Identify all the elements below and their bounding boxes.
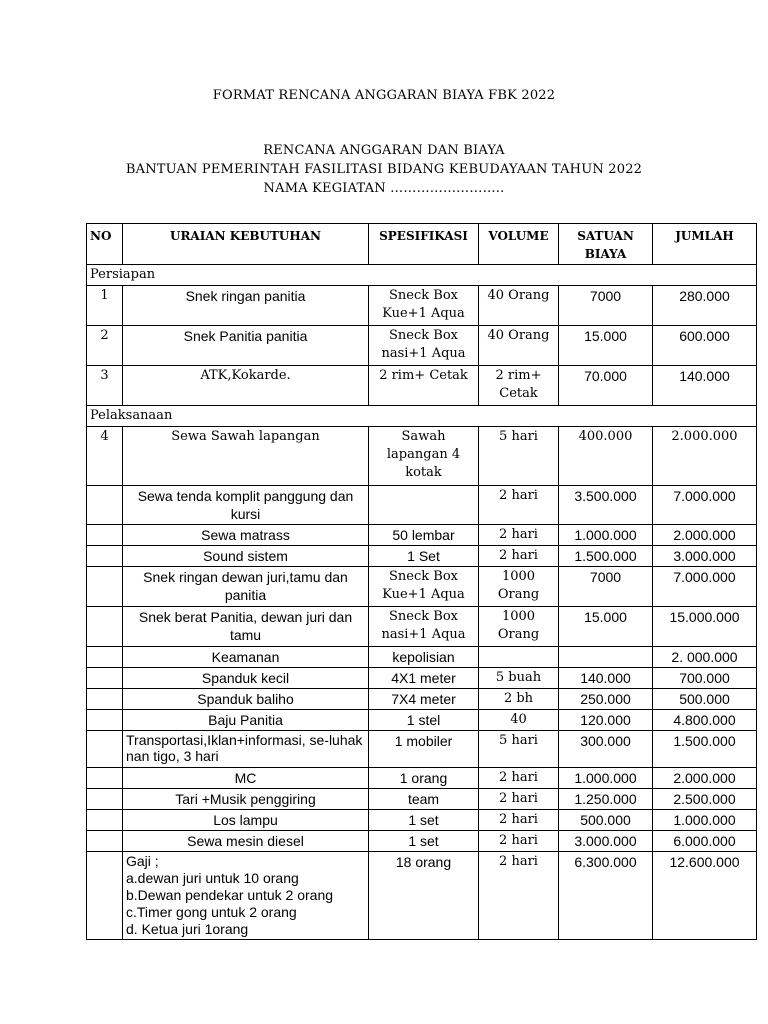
cell-no bbox=[87, 710, 123, 731]
table-row bbox=[87, 668, 757, 689]
table-row bbox=[87, 326, 757, 366]
cell-satuan-biaya: 15.000 bbox=[559, 607, 653, 647]
cell-uraian: Sewa Sawah lapangan bbox=[123, 427, 369, 486]
cell-jumlah: 280.000 bbox=[653, 286, 757, 326]
cell-spesifikasi: 1 orang bbox=[369, 768, 479, 789]
cell-satuan-biaya: 1.250.000 bbox=[559, 789, 653, 810]
cell-jumlah: 3.000.000 bbox=[653, 546, 757, 567]
cell-satuan-biaya: 300.000 bbox=[559, 731, 653, 768]
section-row-persiapan bbox=[87, 265, 757, 286]
cell-no bbox=[87, 768, 123, 789]
cell-jumlah: 2.000.000 bbox=[653, 768, 757, 789]
table-row bbox=[87, 852, 757, 940]
cell-uraian: Sound sistem bbox=[123, 546, 369, 567]
cell-spesifikasi: 7X4 meter bbox=[369, 689, 479, 710]
table-row bbox=[87, 546, 757, 567]
cell-no bbox=[87, 546, 123, 567]
cell-satuan-biaya: 500.000 bbox=[559, 810, 653, 831]
table-header-row bbox=[87, 224, 757, 265]
cell-jumlah: 7.000.000 bbox=[653, 486, 757, 525]
table-row bbox=[87, 286, 757, 326]
cell-no bbox=[87, 731, 123, 768]
table-row bbox=[87, 525, 757, 546]
cell-volume: 40 Orang bbox=[479, 326, 559, 366]
cell-jumlah: 1.500.000 bbox=[653, 731, 757, 768]
cell-spesifikasi: kepolisian bbox=[369, 647, 479, 668]
cell-volume: 2 hari bbox=[479, 525, 559, 546]
transport-text: Transportasi,Iklan+informasi, se-luhak nan tigo, 3 hari bbox=[126, 732, 363, 764]
cell-volume: 2 hari bbox=[479, 831, 559, 852]
cell-spesifikasi: 1 stel bbox=[369, 710, 479, 731]
cell-no bbox=[87, 567, 123, 607]
cell-uraian: ATK,Kokarde. bbox=[123, 366, 369, 406]
cell-no: 3 bbox=[87, 366, 123, 406]
cell-no bbox=[87, 789, 123, 810]
cell-satuan-biaya: 400.000 bbox=[559, 427, 653, 486]
cell-uraian bbox=[123, 731, 369, 768]
cell-volume: 2 hari bbox=[479, 810, 559, 831]
cell-uraian: Baju Panitia bbox=[123, 710, 369, 731]
cell-no bbox=[87, 647, 123, 668]
cell-spesifikasi: 1 Set bbox=[369, 546, 479, 567]
cell-volume: 2 rim+ Cetak bbox=[479, 366, 559, 406]
cell-uraian: MC bbox=[123, 768, 369, 789]
section-label: Persiapan bbox=[87, 265, 757, 286]
gaji-line: Gaji ; bbox=[126, 853, 159, 869]
cell-volume: 2 hari bbox=[479, 546, 559, 567]
cell-uraian: Tari +Musik penggiring bbox=[123, 789, 369, 810]
col-header-volume: VOLUME bbox=[479, 224, 559, 265]
cell-spesifikasi: 18 orang bbox=[369, 852, 479, 940]
cell-volume: 5 hari bbox=[479, 427, 559, 486]
cell-jumlah: 15.000.000 bbox=[653, 607, 757, 647]
table-row bbox=[87, 427, 757, 486]
gaji-line: c.Timer gong untuk 2 orang bbox=[126, 904, 297, 920]
cell-jumlah: 2. 000.000 bbox=[653, 647, 757, 668]
cell-jumlah: 700.000 bbox=[653, 668, 757, 689]
cell-uraian: Snek berat Panitia, dewan juri dan tamu bbox=[123, 607, 369, 647]
cell-volume: 40 bbox=[479, 710, 559, 731]
table-row bbox=[87, 810, 757, 831]
col-header-no: NO bbox=[87, 224, 123, 265]
col-header-satuan-biaya: SATUAN BIAYA bbox=[559, 224, 653, 265]
cell-spesifikasi: team bbox=[369, 789, 479, 810]
cell-spesifikasi: Sneck Box nasi+1 Aqua bbox=[369, 607, 479, 647]
cell-jumlah: 500.000 bbox=[653, 689, 757, 710]
cell-satuan-biaya: 7000 bbox=[559, 567, 653, 607]
cell-satuan-biaya: 1.500.000 bbox=[559, 546, 653, 567]
cell-volume: 40 Orang bbox=[479, 286, 559, 326]
cell-spesifikasi: 50 lembar bbox=[369, 525, 479, 546]
cell-volume: 2 hari bbox=[479, 852, 559, 940]
table-row bbox=[87, 731, 757, 768]
cell-no: 2 bbox=[87, 326, 123, 366]
cell-no bbox=[87, 668, 123, 689]
cell-uraian bbox=[123, 852, 369, 940]
cell-satuan-biaya: 3.500.000 bbox=[559, 486, 653, 525]
cell-uraian: Snek Panitia panitia bbox=[123, 326, 369, 366]
cell-satuan-biaya: 3.000.000 bbox=[559, 831, 653, 852]
cell-jumlah: 4.800.000 bbox=[653, 710, 757, 731]
gaji-line: d. Ketua juri 1orang bbox=[126, 921, 249, 937]
cell-no bbox=[87, 525, 123, 546]
cell-jumlah: 2.500.000 bbox=[653, 789, 757, 810]
cell-satuan-biaya: 140.000 bbox=[559, 668, 653, 689]
cell-spesifikasi: 2 rim+ Cetak bbox=[369, 366, 479, 406]
table-row bbox=[87, 710, 757, 731]
cell-satuan-biaya: 6.300.000 bbox=[559, 852, 653, 940]
cell-uraian: Snek ringan panitia bbox=[123, 286, 369, 326]
cell-satuan-biaya: 15.000 bbox=[559, 326, 653, 366]
cell-satuan-biaya: 1.000.000 bbox=[559, 768, 653, 789]
table-row bbox=[87, 768, 757, 789]
table-row bbox=[87, 486, 757, 525]
cell-no bbox=[87, 852, 123, 940]
cell-uraian: Spanduk baliho bbox=[123, 689, 369, 710]
cell-volume: 5 buah bbox=[479, 668, 559, 689]
cell-uraian: Snek ringan dewan juri,tamu dan panitia bbox=[123, 567, 369, 607]
cell-volume: 2 hari bbox=[479, 768, 559, 789]
cell-spesifikasi: Sneck Box Kue+1 Aqua bbox=[369, 567, 479, 607]
cell-jumlah: 140.000 bbox=[653, 366, 757, 406]
cell-satuan-biaya: 7000 bbox=[559, 286, 653, 326]
gaji-line: b.Dewan pendekar untuk 2 orang bbox=[126, 887, 334, 903]
cell-no bbox=[87, 810, 123, 831]
budget-table bbox=[86, 223, 757, 940]
cell-uraian: Spanduk kecil bbox=[123, 668, 369, 689]
table-row bbox=[87, 689, 757, 710]
cell-volume: 2 bh bbox=[479, 689, 559, 710]
table-row bbox=[87, 567, 757, 607]
cell-uraian: Keamanan bbox=[123, 647, 369, 668]
table-row bbox=[87, 647, 757, 668]
cell-no bbox=[87, 831, 123, 852]
cell-jumlah: 12.600.000 bbox=[653, 852, 757, 940]
cell-spesifikasi: 4X1 meter bbox=[369, 668, 479, 689]
col-header-uraian: URAIAN KEBUTUHAN bbox=[123, 224, 369, 265]
cell-uraian: Sewa mesin diesel bbox=[123, 831, 369, 852]
table-row bbox=[87, 789, 757, 810]
cell-satuan-biaya: 120.000 bbox=[559, 710, 653, 731]
section-label: Pelaksanaan bbox=[87, 406, 757, 427]
cell-no: 4 bbox=[87, 427, 123, 486]
cell-volume: 2 hari bbox=[479, 486, 559, 525]
cell-spesifikasi: 1 mobiler bbox=[369, 731, 479, 768]
table-row bbox=[87, 366, 757, 406]
cell-spesifikasi bbox=[369, 486, 479, 525]
cell-uraian: Los lampu bbox=[123, 810, 369, 831]
cell-jumlah: 2.000.000 bbox=[653, 427, 757, 486]
cell-no: 1 bbox=[87, 286, 123, 326]
cell-jumlah: 1.000.000 bbox=[653, 810, 757, 831]
table-row bbox=[87, 831, 757, 852]
cell-spesifikasi: 1 set bbox=[369, 831, 479, 852]
program-title: BANTUAN PEMERINTAH FASILITASI BIDANG KEBUDAYAAN TAHUN 2022 bbox=[125, 162, 643, 177]
cell-jumlah: 6.000.000 bbox=[653, 831, 757, 852]
rab-title: RENCANA ANGGARAN DAN BIAYA bbox=[263, 143, 505, 158]
cell-volume bbox=[479, 647, 559, 668]
cell-volume: 2 hari bbox=[479, 789, 559, 810]
cell-volume: 1000 Orang bbox=[479, 567, 559, 607]
cell-spesifikasi: Sneck Box Kue+1 Aqua bbox=[369, 286, 479, 326]
format-title: FORMAT RENCANA ANGGARAN BIAYA FBK 2022 bbox=[212, 88, 556, 103]
cell-no bbox=[87, 607, 123, 647]
cell-no bbox=[87, 689, 123, 710]
cell-satuan-biaya: 250.000 bbox=[559, 689, 653, 710]
cell-jumlah: 600.000 bbox=[653, 326, 757, 366]
cell-spesifikasi: Sneck Box nasi+1 Aqua bbox=[369, 326, 479, 366]
cell-no bbox=[87, 486, 123, 525]
cell-jumlah: 2.000.000 bbox=[653, 525, 757, 546]
cell-jumlah: 7.000.000 bbox=[653, 567, 757, 607]
section-row-pelaksanaan bbox=[87, 406, 757, 427]
table-row bbox=[87, 607, 757, 647]
cell-uraian: Sewa matrass bbox=[123, 525, 369, 546]
cell-satuan-biaya bbox=[559, 647, 653, 668]
col-header-jumlah: JUMLAH bbox=[653, 224, 757, 265]
gaji-line: a.dewan juri untuk 10 orang bbox=[126, 870, 299, 886]
col-header-spesifikasi: SPESIFIKASI bbox=[369, 224, 479, 265]
cell-volume: 5 hari bbox=[479, 731, 559, 768]
cell-uraian: Sewa tenda komplit panggung dan kursi bbox=[123, 486, 369, 525]
cell-spesifikasi: Sawah lapangan 4 kotak bbox=[369, 427, 479, 486]
cell-satuan-biaya: 70.000 bbox=[559, 366, 653, 406]
cell-volume: 1000 Orang bbox=[479, 607, 559, 647]
cell-satuan-biaya: 1.000.000 bbox=[559, 525, 653, 546]
activity-name: NAMA KEGIATAN …………………….. bbox=[263, 181, 505, 196]
cell-spesifikasi: 1 set bbox=[369, 810, 479, 831]
